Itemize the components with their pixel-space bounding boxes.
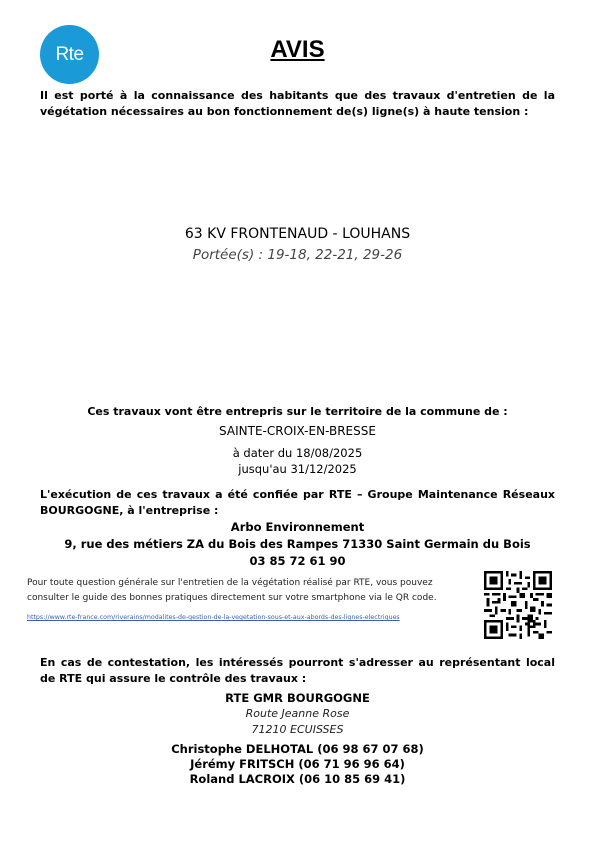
company-phone: 03 85 72 61 90 <box>249 554 346 568</box>
contact-delhotal: Christophe DELHOTAL (06 98 67 07 68) <box>171 742 424 756</box>
date-from: à dater du 18/08/2025 <box>232 446 363 460</box>
commune-intro: Ces travaux vont être entrepris sur le territoire de la commune de : <box>87 405 508 418</box>
line-spans: Portée(s) : 19-18, 22-21, 29-26 <box>192 247 403 263</box>
commune-name: SAINTE-CROIX-EN-BRESSE <box>219 424 376 438</box>
rep-street: Route Jeanne Rose <box>245 707 350 720</box>
page-title: AVIS <box>270 36 325 63</box>
date-to: jusqu'au 31/12/2025 <box>238 462 357 476</box>
help-text: Pour toute question générale sur l'entretien de la végétation réalisé par RTE, vous pouvez consulter le guide des bonnes pratiques directement sur votre smartphone via le QR code. <box>27 578 437 603</box>
rep-city: 71210 ECUISSES <box>251 723 344 736</box>
contact-fritsch: Jérémy FRITSCH (06 71 96 96 64) <box>190 757 405 771</box>
contact-lacroix: Roland LACROIX (06 10 85 69 41) <box>189 772 406 786</box>
qr-code[interactable] <box>484 571 552 639</box>
intro-paragraph: Il est porté à la connaissance des habitants que des travaux d'entretien de la végétation nécessaires au bon fonctionnement de(s) ligne(s) à haute tension : <box>40 89 555 118</box>
logo-text: Rte <box>55 43 84 65</box>
execution-paragraph: L'exécution de ces travaux a été confiée par RTE – Groupe Maintenance Réseaux BOURGOGNE, à l'entreprise : <box>40 488 555 517</box>
company-address: 9, rue des métiers ZA du Bois des Rampes 71330 Saint Germain du Bois <box>64 537 531 551</box>
contest-paragraph: En cas de contestation, les intéressés pourront s'adresser au représentant local de RTE qui assure le contrôle des travaux : <box>40 656 555 685</box>
line-name: 63 KV FRONTENAUD - LOUHANS <box>184 226 411 242</box>
guide-link[interactable]: https://www.rte-france.com/riverains/modalites-de-gestion-de-la-vegetation-sous-et-aux-abords-des-lignes-electriques <box>27 614 400 621</box>
rep-name: RTE GMR BOURGOGNE <box>225 691 370 705</box>
company-name: Arbo Environnement <box>230 520 365 534</box>
